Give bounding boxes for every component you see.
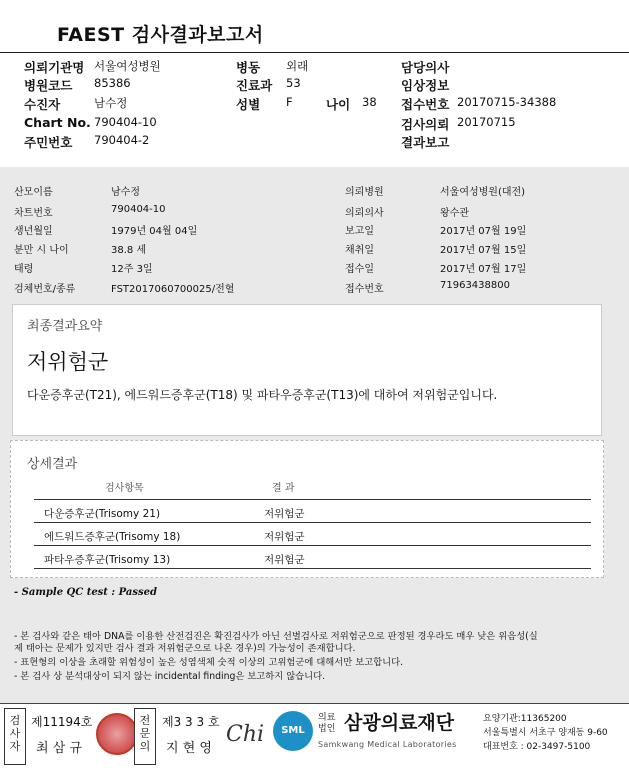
table-cell-item: 에드워드증후군(Trisomy 18) [44,531,181,543]
header-label: 검사의뢰 [401,117,450,132]
patient-label: 의뢰의사 [345,208,384,219]
org-code: 요양기관:11365200 [483,714,567,724]
org-name: 삼광의료재단 [344,712,455,734]
header-label: 주민번호 [24,135,73,150]
header-label: Chart No. [24,115,91,130]
header-label: 병원코드 [24,78,73,93]
header-value: 서울여성병원 [94,59,161,73]
summary-result: 저위험군 [27,350,109,374]
header-value: F [286,95,293,109]
patient-label: 보고일 [345,226,374,237]
org-address: 서울특별시 서초구 양재동 9-60 [483,728,608,738]
patient-label: 생년월일 [14,226,53,237]
examiner-name: 최 삼 규 [36,741,82,756]
column-header-item: 검사항목 [105,483,144,494]
patient-value: 왕수관 [440,208,469,219]
patient-label: 채취일 [345,245,374,256]
header-label: 병동 [236,60,261,75]
header-label: 나이 [326,97,351,112]
table-cell-item: 다운증후군(Trisomy 21) [44,508,161,520]
header-label: 임상정보 [401,78,450,93]
specialist-label-cell [134,708,156,765]
patient-value: 12주 3일 [111,264,153,275]
header-value: 790404-10 [94,115,157,129]
header-value: 38 [362,95,377,109]
qc-status: - Sample QC test : Passed [14,587,157,598]
org-phone: 대표번호 : 02-3497-5100 [483,742,591,752]
patient-value: 남수정 [111,187,140,198]
patient-label: 검체번호/종류 [14,284,76,295]
header-label: 담당의사 [401,60,450,75]
table-divider [34,545,591,546]
table-divider [34,568,591,569]
header-value: 790404-2 [94,133,150,147]
column-header-result: 결 과 [272,483,295,494]
table-cell-item: 파타우증후군(Trisomy 13) [44,554,171,566]
title-divider [0,52,629,53]
specialist-label: 전문의 [139,714,151,753]
details-heading: 상세결과 [27,457,78,472]
note-line: 제 태아는 문제가 있지만 검사 결과 저위험군으로 나온 경우)의 가능성이 존재합니다. [14,643,356,654]
header-label: 성별 [236,97,261,112]
patient-label: 접수번호 [345,284,384,295]
patient-value: 서울여성병원(대전) [440,187,526,198]
patient-label: 차트번호 [14,208,53,219]
patient-value: 2017년 07월 17일 [440,264,527,275]
patient-label: 접수일 [345,264,374,275]
patient-label: 의뢰병원 [345,187,384,198]
header-label: 수진자 [24,97,61,112]
patient-value: 71963438800 [440,280,510,291]
patient-label: 태령 [14,264,34,275]
header-label: 결과보고 [401,135,450,150]
signature: Chi [226,722,265,747]
summary-heading: 최종결과요약 [27,319,103,334]
note-line: - 본 검사와 같은 태아 DNA를 이용한 산전검진은 확진검사가 아닌 선별검사로 저위험군으로 판정된 경우라도 매우 낮은 위음성(실 [14,631,538,642]
patient-value: 2017년 07월 15일 [440,245,527,256]
header-value: 외래 [286,59,309,73]
note-line: - 본 검사 상 분석대상이 되지 않는 incidental finding은 보고하지 않습니다. [14,671,326,682]
header-value: 85386 [94,76,131,90]
org-prefix: 의료법인 [318,713,336,734]
table-cell-result: 저위험군 [264,554,305,566]
table-cell-result: 저위험군 [264,508,305,520]
header-label: 진료과 [236,78,273,93]
table-cell-result: 저위험군 [264,531,305,543]
table-divider [34,522,591,523]
header-value: 53 [286,76,301,90]
examiner-license: 제11194호 [31,715,93,729]
specialist-license: 제3 3 3 호 [162,715,220,729]
patient-label: 산모이름 [14,187,53,198]
note-line: - 표현형의 이상을 초래할 위험성이 높은 성염색체 숫적 이상의 고위험군에 대해서만 보고합니다. [14,657,404,668]
patient-label: 분만 시 나이 [14,245,69,256]
patient-value: 1979년 04월 04일 [111,226,198,237]
specialist-name: 지 현 영 [166,741,212,756]
table-divider [34,499,591,500]
header-value: 남수정 [94,96,128,110]
examiner-label-cell [4,708,26,765]
header-value: 20170715-34388 [457,95,557,109]
header-value: 20170715 [457,115,516,129]
header-label: 접수번호 [401,97,450,112]
seal-icon [96,713,138,755]
org-english-name: Samkwang Medical Laboratories [318,740,457,749]
patient-value: 38.8 세 [111,245,147,256]
patient-value: 2017년 07월 19일 [440,226,527,237]
examiner-label: 검사자 [9,714,21,753]
header-label: 의뢰기관명 [24,60,85,75]
sml-logo-icon: SML [273,711,313,751]
report-title: FAEST 검사결과보고서 [57,24,264,46]
patient-value: 790404-10 [111,204,166,215]
summary-description: 다운증후군(T21), 에드워드증후군(T18) 및 파타우증후군(T13)에 대하여 저위험군입니다. [27,388,498,402]
patient-value: FST2017060700025/전혈 [111,284,235,295]
